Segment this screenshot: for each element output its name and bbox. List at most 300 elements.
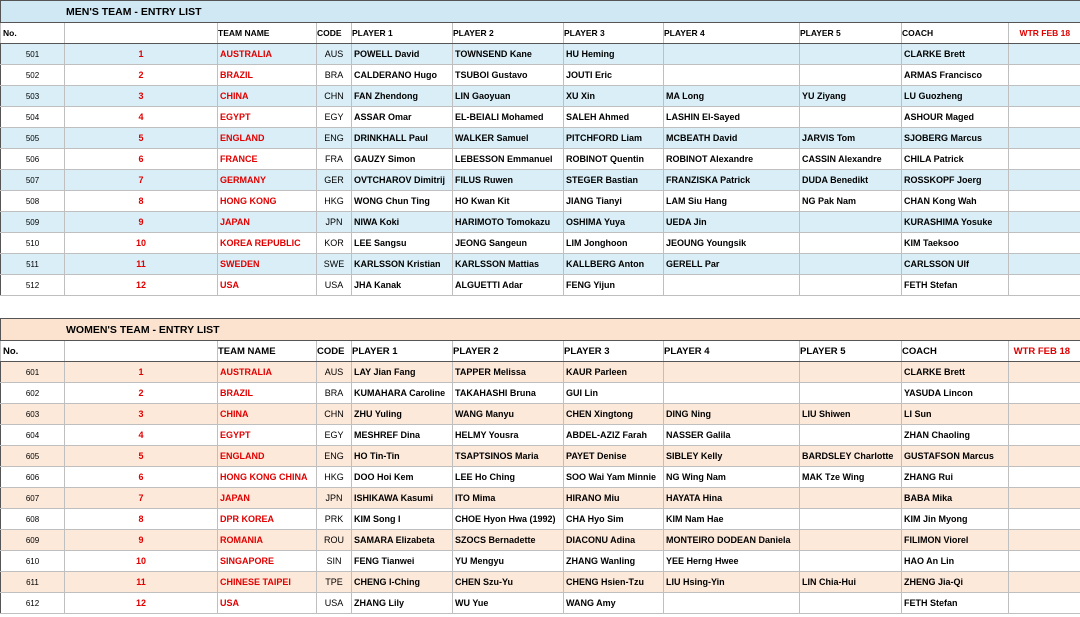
player-3: PAYET Denise xyxy=(564,446,664,467)
table-row xyxy=(1,383,1080,404)
entry-number: 504 xyxy=(1,107,65,128)
header-player2: PLAYER 2 xyxy=(453,341,564,362)
header-player3: PLAYER 3 xyxy=(564,23,664,44)
wtr-cell xyxy=(1009,467,1080,488)
player-3: SOO Wai Yam Minnie xyxy=(564,467,664,488)
wtr-cell xyxy=(1009,254,1080,275)
player-3: CHENG Hsien-Tzu xyxy=(564,572,664,593)
team-name: BRAZIL xyxy=(218,383,317,404)
wtr-cell xyxy=(1009,593,1080,614)
player-5 xyxy=(800,362,902,383)
seed-number: 10 xyxy=(65,551,218,572)
team-name: EGYPT xyxy=(218,107,317,128)
player-1: ASSAR Omar xyxy=(352,107,453,128)
coach: ASHOUR Maged xyxy=(902,107,1009,128)
player-4: FRANZISKA Patrick xyxy=(664,170,800,191)
header-code: CODE xyxy=(317,23,352,44)
country-code: AUS xyxy=(317,44,352,65)
table-row xyxy=(1,107,1080,128)
header-wtr: WTR FEB 18 xyxy=(1009,23,1080,44)
player-5 xyxy=(800,275,902,296)
entry-number: 502 xyxy=(1,65,65,86)
player-2: JEONG Sangeun xyxy=(453,233,564,254)
wtr-cell xyxy=(1009,149,1080,170)
seed-number: 5 xyxy=(65,446,218,467)
team-name: USA xyxy=(218,593,317,614)
player-1: KARLSSON Kristian xyxy=(352,254,453,275)
seed-number: 3 xyxy=(65,404,218,425)
entry-number: 606 xyxy=(1,467,65,488)
team-name: FRANCE xyxy=(218,149,317,170)
team-name: HONG KONG xyxy=(218,191,317,212)
table-row xyxy=(1,362,1080,383)
player-4: MA Long xyxy=(664,86,800,107)
player-3: CHA Hyo Sim xyxy=(564,509,664,530)
seed-number: 4 xyxy=(65,107,218,128)
table-row xyxy=(1,275,1080,296)
player-2: WANG Manyu xyxy=(453,404,564,425)
player-3: JIANG Tianyi xyxy=(564,191,664,212)
header-wtr: WTR FEB 18 xyxy=(1009,341,1080,362)
player-3: PITCHFORD Liam xyxy=(564,128,664,149)
wtr-cell xyxy=(1009,425,1080,446)
player-4: JEOUNG Youngsik xyxy=(664,233,800,254)
table-row xyxy=(1,233,1080,254)
player-5 xyxy=(800,551,902,572)
wtr-cell xyxy=(1009,44,1080,65)
player-5 xyxy=(800,65,902,86)
wtr-cell xyxy=(1009,404,1080,425)
country-code: HKG xyxy=(317,191,352,212)
table-row xyxy=(1,44,1080,65)
table-row xyxy=(1,509,1080,530)
header-player5: PLAYER 5 xyxy=(800,341,902,362)
seed-number: 10 xyxy=(65,233,218,254)
mens-header-row xyxy=(1,23,1080,44)
table-row xyxy=(1,170,1080,191)
player-3: JOUTI Eric xyxy=(564,65,664,86)
player-2: EL-BEIALI Mohamed xyxy=(453,107,564,128)
seed-number: 8 xyxy=(65,509,218,530)
header-seed xyxy=(65,23,218,44)
wtr-cell xyxy=(1009,65,1080,86)
player-1: DRINKHALL Paul xyxy=(352,128,453,149)
entry-number: 609 xyxy=(1,530,65,551)
entry-number: 601 xyxy=(1,362,65,383)
country-code: SIN xyxy=(317,551,352,572)
player-4: LASHIN El-Sayed xyxy=(664,107,800,128)
coach: GUSTAFSON Marcus xyxy=(902,446,1009,467)
player-2: YU Mengyu xyxy=(453,551,564,572)
entry-number: 605 xyxy=(1,446,65,467)
player-1: CALDERANO Hugo xyxy=(352,65,453,86)
country-code: USA xyxy=(317,275,352,296)
player-5: JARVIS Tom xyxy=(800,128,902,149)
seed-number: 11 xyxy=(65,254,218,275)
player-5 xyxy=(800,212,902,233)
country-code: JPN xyxy=(317,488,352,509)
player-4: DING Ning xyxy=(664,404,800,425)
player-5 xyxy=(800,530,902,551)
player-1: SAMARA Elizabeta xyxy=(352,530,453,551)
player-4: KIM Nam Hae xyxy=(664,509,800,530)
player-4: SIBLEY Kelly xyxy=(664,446,800,467)
country-code: BRA xyxy=(317,383,352,404)
mens-entry-table xyxy=(0,0,1080,296)
womens-team-entry-list xyxy=(0,318,1080,614)
player-5 xyxy=(800,509,902,530)
team-name: AUSTRALIA xyxy=(218,362,317,383)
country-code: AUS xyxy=(317,362,352,383)
seed-number: 2 xyxy=(65,383,218,404)
table-row xyxy=(1,446,1080,467)
coach: FETH Stefan xyxy=(902,593,1009,614)
player-1: LEE Sangsu xyxy=(352,233,453,254)
country-code: PRK xyxy=(317,509,352,530)
player-5 xyxy=(800,425,902,446)
entry-number: 602 xyxy=(1,383,65,404)
player-3: HIRANO Miu xyxy=(564,488,664,509)
table-row xyxy=(1,65,1080,86)
wtr-cell xyxy=(1009,128,1080,149)
team-name: HONG KONG CHINA xyxy=(218,467,317,488)
player-1: FAN Zhendong xyxy=(352,86,453,107)
player-5: MAK Tze Wing xyxy=(800,467,902,488)
wtr-cell xyxy=(1009,530,1080,551)
team-name: USA xyxy=(218,275,317,296)
player-4 xyxy=(664,275,800,296)
player-5: LIN Chia-Hui xyxy=(800,572,902,593)
country-code: ENG xyxy=(317,446,352,467)
entry-number: 603 xyxy=(1,404,65,425)
coach: KURASHIMA Yosuke xyxy=(902,212,1009,233)
player-5: CASSIN Alexandre xyxy=(800,149,902,170)
header-player2: PLAYER 2 xyxy=(453,23,564,44)
player-2: CHOE Hyon Hwa (1992) xyxy=(453,509,564,530)
country-code: USA xyxy=(317,593,352,614)
entry-number: 610 xyxy=(1,551,65,572)
wtr-cell xyxy=(1009,170,1080,191)
table-row xyxy=(1,593,1080,614)
player-2: ALGUETTI Adar xyxy=(453,275,564,296)
table-row xyxy=(1,254,1080,275)
coach: LU Guozheng xyxy=(902,86,1009,107)
player-2: LEE Ho Ching xyxy=(453,467,564,488)
country-code: CHN xyxy=(317,86,352,107)
team-name: JAPAN xyxy=(218,212,317,233)
table-row xyxy=(1,149,1080,170)
player-4 xyxy=(664,44,800,65)
player-5: BARDSLEY Charlotte xyxy=(800,446,902,467)
team-name: DPR KOREA xyxy=(218,509,317,530)
coach: CLARKE Brett xyxy=(902,44,1009,65)
player-1: DOO Hoi Kem xyxy=(352,467,453,488)
seed-number: 8 xyxy=(65,191,218,212)
team-name: CHINA xyxy=(218,404,317,425)
mens-table-title: MEN'S TEAM - ENTRY LIST xyxy=(1,1,1080,23)
player-2: TOWNSEND Kane xyxy=(453,44,564,65)
player-1: WONG Chun Ting xyxy=(352,191,453,212)
player-2: WALKER Samuel xyxy=(453,128,564,149)
coach: HAO An Lin xyxy=(902,551,1009,572)
team-name: KOREA REPUBLIC xyxy=(218,233,317,254)
country-code: KOR xyxy=(317,233,352,254)
table-row xyxy=(1,425,1080,446)
player-5 xyxy=(800,233,902,254)
wtr-cell xyxy=(1009,233,1080,254)
entry-number: 503 xyxy=(1,86,65,107)
player-1: ZHANG Lily xyxy=(352,593,453,614)
player-4 xyxy=(664,362,800,383)
team-name: JAPAN xyxy=(218,488,317,509)
country-code: EGY xyxy=(317,425,352,446)
header-player1: PLAYER 1 xyxy=(352,341,453,362)
player-3: KAUR Parleen xyxy=(564,362,664,383)
entry-number: 505 xyxy=(1,128,65,149)
team-name: ENGLAND xyxy=(218,128,317,149)
player-2: LEBESSON Emmanuel xyxy=(453,149,564,170)
coach: ZHAN Chaoling xyxy=(902,425,1009,446)
player-2: WU Yue xyxy=(453,593,564,614)
seed-number: 5 xyxy=(65,128,218,149)
coach: BABA Mika xyxy=(902,488,1009,509)
player-3: WANG Amy xyxy=(564,593,664,614)
player-5 xyxy=(800,383,902,404)
player-1: POWELL David xyxy=(352,44,453,65)
player-3: GUI Lin xyxy=(564,383,664,404)
coach: ARMAS Francisco xyxy=(902,65,1009,86)
coach: CHILA Patrick xyxy=(902,149,1009,170)
player-2: CHEN Szu-Yu xyxy=(453,572,564,593)
header-player4: PLAYER 4 xyxy=(664,23,800,44)
wtr-cell xyxy=(1009,509,1080,530)
header-player3: PLAYER 3 xyxy=(564,341,664,362)
country-code: HKG xyxy=(317,467,352,488)
player-3: OSHIMA Yuya xyxy=(564,212,664,233)
coach: FILIMON Viorel xyxy=(902,530,1009,551)
coach: YASUDA Lincon xyxy=(902,383,1009,404)
seed-number: 9 xyxy=(65,530,218,551)
player-3: FENG Yijun xyxy=(564,275,664,296)
header-coach: COACH xyxy=(902,341,1009,362)
player-3: SALEH Ahmed xyxy=(564,107,664,128)
seed-number: 11 xyxy=(65,572,218,593)
player-2: FILUS Ruwen xyxy=(453,170,564,191)
country-code: EGY xyxy=(317,107,352,128)
coach: SJOBERG Marcus xyxy=(902,128,1009,149)
player-1: GAUZY Simon xyxy=(352,149,453,170)
player-4: UEDA Jin xyxy=(664,212,800,233)
entry-number: 611 xyxy=(1,572,65,593)
table-row xyxy=(1,404,1080,425)
entry-number: 506 xyxy=(1,149,65,170)
player-2: HARIMOTO Tomokazu xyxy=(453,212,564,233)
player-1: OVTCHAROV Dimitrij xyxy=(352,170,453,191)
entry-number: 612 xyxy=(1,593,65,614)
coach: CARLSSON Ulf xyxy=(902,254,1009,275)
player-3: STEGER Bastian xyxy=(564,170,664,191)
player-1: MESHREF Dina xyxy=(352,425,453,446)
header-player1: PLAYER 1 xyxy=(352,23,453,44)
mens-team-entry-list xyxy=(0,0,1080,296)
womens-header-row xyxy=(1,341,1080,362)
coach: KIM Jin Myong xyxy=(902,509,1009,530)
wtr-cell xyxy=(1009,107,1080,128)
player-4 xyxy=(664,65,800,86)
country-code: ENG xyxy=(317,128,352,149)
player-4: LIU Hsing-Yin xyxy=(664,572,800,593)
player-4: MONTEIRO DODEAN Daniela xyxy=(664,530,800,551)
wtr-cell xyxy=(1009,362,1080,383)
country-code: CHN xyxy=(317,404,352,425)
player-5 xyxy=(800,593,902,614)
table-row xyxy=(1,212,1080,233)
seed-number: 1 xyxy=(65,44,218,65)
wtr-cell xyxy=(1009,446,1080,467)
player-1: FENG Tianwei xyxy=(352,551,453,572)
player-4 xyxy=(664,593,800,614)
coach: ZHANG Rui xyxy=(902,467,1009,488)
player-2: ITO Mima xyxy=(453,488,564,509)
wtr-cell xyxy=(1009,275,1080,296)
table-row xyxy=(1,191,1080,212)
table-row xyxy=(1,488,1080,509)
player-2: TSUBOI Gustavo xyxy=(453,65,564,86)
country-code: JPN xyxy=(317,212,352,233)
header-player4: PLAYER 4 xyxy=(664,341,800,362)
team-name: BRAZIL xyxy=(218,65,317,86)
player-4: ROBINOT Alexandre xyxy=(664,149,800,170)
entry-number: 508 xyxy=(1,191,65,212)
player-2: HELMY Yousra xyxy=(453,425,564,446)
coach: KIM Taeksoo xyxy=(902,233,1009,254)
player-4 xyxy=(664,383,800,404)
player-2: TAKAHASHI Bruna xyxy=(453,383,564,404)
seed-number: 12 xyxy=(65,593,218,614)
country-code: BRA xyxy=(317,65,352,86)
player-2: KARLSSON Mattias xyxy=(453,254,564,275)
seed-number: 7 xyxy=(65,488,218,509)
player-3: XU Xin xyxy=(564,86,664,107)
player-5 xyxy=(800,254,902,275)
wtr-cell xyxy=(1009,488,1080,509)
team-name: CHINA xyxy=(218,86,317,107)
wtr-cell xyxy=(1009,86,1080,107)
team-name: SINGAPORE xyxy=(218,551,317,572)
seed-number: 7 xyxy=(65,170,218,191)
country-code: ROU xyxy=(317,530,352,551)
player-3: ROBINOT Quentin xyxy=(564,149,664,170)
player-3: KALLBERG Anton xyxy=(564,254,664,275)
player-2: HO Kwan Kit xyxy=(453,191,564,212)
player-3: CHEN Xingtong xyxy=(564,404,664,425)
seed-number: 12 xyxy=(65,275,218,296)
seed-number: 1 xyxy=(65,362,218,383)
team-name: SWEDEN xyxy=(218,254,317,275)
player-1: JHA Kanak xyxy=(352,275,453,296)
entry-number: 607 xyxy=(1,488,65,509)
table-row xyxy=(1,530,1080,551)
header-team-name: TEAM NAME xyxy=(218,23,317,44)
seed-number: 6 xyxy=(65,467,218,488)
coach: CHAN Kong Wah xyxy=(902,191,1009,212)
player-4: YEE Herng Hwee xyxy=(664,551,800,572)
entry-number: 608 xyxy=(1,509,65,530)
womens-entry-table xyxy=(0,318,1080,614)
seed-number: 2 xyxy=(65,65,218,86)
player-3: LIM Jonghoon xyxy=(564,233,664,254)
table-row xyxy=(1,467,1080,488)
header-no: No. xyxy=(1,341,65,362)
player-1: ISHIKAWA Kasumi xyxy=(352,488,453,509)
coach: ROSSKOPF Joerg xyxy=(902,170,1009,191)
player-4: LAM Siu Hang xyxy=(664,191,800,212)
table-row xyxy=(1,86,1080,107)
header-seed xyxy=(65,341,218,362)
seed-number: 9 xyxy=(65,212,218,233)
seed-number: 6 xyxy=(65,149,218,170)
player-3: ZHANG Wanling xyxy=(564,551,664,572)
team-name: CHINESE TAIPEI xyxy=(218,572,317,593)
player-4: NASSER Galila xyxy=(664,425,800,446)
entry-number: 512 xyxy=(1,275,65,296)
entry-number: 501 xyxy=(1,44,65,65)
wtr-cell xyxy=(1009,572,1080,593)
player-5 xyxy=(800,488,902,509)
table-row xyxy=(1,572,1080,593)
seed-number: 4 xyxy=(65,425,218,446)
team-name: ROMANIA xyxy=(218,530,317,551)
table-row xyxy=(1,551,1080,572)
team-name: EGYPT xyxy=(218,425,317,446)
coach: FETH Stefan xyxy=(902,275,1009,296)
country-code: TPE xyxy=(317,572,352,593)
table-row xyxy=(1,128,1080,149)
player-5: NG Pak Nam xyxy=(800,191,902,212)
player-4: GERELL Par xyxy=(664,254,800,275)
header-player5: PLAYER 5 xyxy=(800,23,902,44)
country-code: SWE xyxy=(317,254,352,275)
player-1: LAY Jian Fang xyxy=(352,362,453,383)
player-5: YU Ziyang xyxy=(800,86,902,107)
player-5 xyxy=(800,44,902,65)
country-code: FRA xyxy=(317,149,352,170)
player-5: LIU Shiwen xyxy=(800,404,902,425)
player-2: LIN Gaoyuan xyxy=(453,86,564,107)
coach: LI Sun xyxy=(902,404,1009,425)
player-5 xyxy=(800,107,902,128)
player-4: HAYATA Hina xyxy=(664,488,800,509)
entry-number: 511 xyxy=(1,254,65,275)
coach: CLARKE Brett xyxy=(902,362,1009,383)
entry-number: 604 xyxy=(1,425,65,446)
player-1: CHENG I-Ching xyxy=(352,572,453,593)
player-1: ZHU Yuling xyxy=(352,404,453,425)
player-1: KIM Song I xyxy=(352,509,453,530)
player-3: ABDEL-AZIZ Farah xyxy=(564,425,664,446)
player-3: HU Heming xyxy=(564,44,664,65)
header-coach: COACH xyxy=(902,23,1009,44)
player-3: DIACONU Adina xyxy=(564,530,664,551)
player-2: TSAPTSINOS Maria xyxy=(453,446,564,467)
player-2: SZOCS Bernadette xyxy=(453,530,564,551)
wtr-cell xyxy=(1009,383,1080,404)
seed-number: 3 xyxy=(65,86,218,107)
header-team-name: TEAM NAME xyxy=(218,341,317,362)
player-1: NIWA Koki xyxy=(352,212,453,233)
player-2: TAPPER Melissa xyxy=(453,362,564,383)
player-4: NG Wing Nam xyxy=(664,467,800,488)
